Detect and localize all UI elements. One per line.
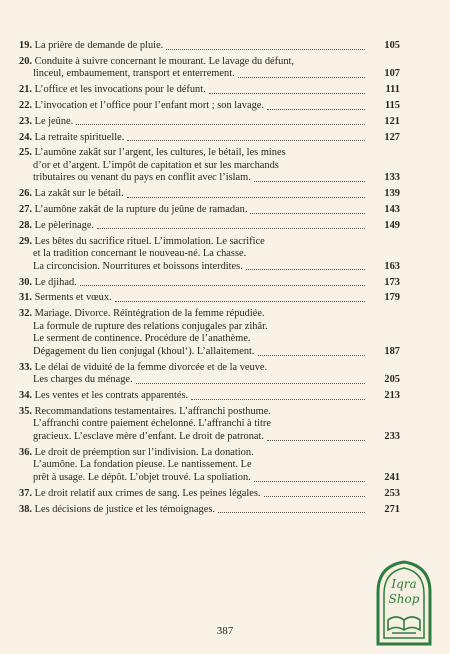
toc-entry-title: Les décisions de justice et les témoignages. xyxy=(34,503,215,515)
toc-leader-dots xyxy=(238,77,365,78)
toc-entry-page: 111 xyxy=(385,84,400,96)
toc-entry-page: 105 xyxy=(384,40,400,51)
toc-entry-line xyxy=(19,277,368,290)
toc-entry-line xyxy=(19,504,368,517)
badge-text-1: Iqra xyxy=(391,577,417,591)
toc-entry-line xyxy=(19,68,368,81)
toc-entry-title: d’or et d’argent. L’impôt de capitation et sur les marchands xyxy=(33,159,279,171)
toc-entry-number: 36. xyxy=(19,446,32,458)
toc-leader-dots xyxy=(127,197,365,198)
toc-entry-page: 205 xyxy=(384,374,400,386)
toc-entry-page: 187 xyxy=(384,345,400,357)
toc-entry-line xyxy=(19,472,368,485)
toc-entry-title: Les bêtes du sacrifice rituel. L’immolation. Le sacrifice xyxy=(34,235,265,247)
toc-entry xyxy=(19,147,400,185)
page-number: 387 xyxy=(216,625,234,637)
toc-entry-line xyxy=(19,172,368,185)
toc-entry-number: 25. xyxy=(19,147,32,159)
toc-entry-page: 213 xyxy=(384,390,400,402)
toc-entry-title: La zakât sur le bétail. xyxy=(34,188,124,200)
iqra-shop-logo xyxy=(372,558,436,646)
toc-entry xyxy=(19,292,400,305)
toc-leader-dots xyxy=(264,496,365,497)
toc-entry-line xyxy=(19,333,368,346)
toc-entry-line xyxy=(19,160,368,173)
toc-entry-title: Serments et vœux. xyxy=(34,292,112,304)
toc-entry-page: 121 xyxy=(384,115,400,127)
toc-entry-title: La retraite spirituelle. xyxy=(34,131,125,143)
toc-entry-title: Recommandations testamentaires. L’affranchi posthume. xyxy=(34,405,271,417)
toc-entry-title: L’aumône. La fondation pieuse. Le nantissement. Le xyxy=(33,459,252,471)
toc-entry-line xyxy=(19,459,368,472)
toc-entry-page: 133 xyxy=(384,172,400,184)
toc-entry-page: 139 xyxy=(384,188,400,200)
toc-entry-title: tributaires ou venant du pays en conflit avec l’islam. xyxy=(33,172,251,184)
toc-entry-number: 27. xyxy=(19,204,32,216)
toc-entry-line xyxy=(19,204,368,217)
toc-entry-page: 143 xyxy=(384,204,400,216)
toc-entry-number: 24. xyxy=(19,131,32,143)
toc-leader-dots xyxy=(254,181,365,182)
toc-entry-line xyxy=(19,362,368,375)
toc-entry-number: 37. xyxy=(19,487,32,499)
toc-leader-dots xyxy=(209,93,365,94)
toc-entry-title: Le pèlerinage. xyxy=(34,219,95,231)
toc-entry-number: 19. xyxy=(19,40,32,51)
toc-leader-dots xyxy=(76,124,365,125)
toc-entry-number: 28. xyxy=(19,219,32,231)
toc-entry-line xyxy=(19,56,368,69)
toc-entry xyxy=(19,116,400,129)
toc-entry xyxy=(19,277,400,290)
toc-entry-number: 33. xyxy=(19,361,32,373)
toc-entry-title: Conduite à suivre concernant le mourant. Le lavage du défunt, xyxy=(34,55,294,67)
toc-entry-title: L’aumône zakât de la rupture du jeûne de ramadan. xyxy=(34,204,248,216)
toc-entry-title: linceul, embaumement, transport et enterrement. xyxy=(33,68,235,80)
toc-entry-line xyxy=(19,488,368,501)
toc-entry-title: gracieux. L’esclave mère d’enfant. Le droit de patronat. xyxy=(33,431,264,443)
toc-entry xyxy=(19,56,400,81)
toc-entry-page: 233 xyxy=(384,431,400,443)
toc-leader-dots xyxy=(136,383,365,384)
toc-entry-line xyxy=(19,346,368,359)
badge-text-2: Shop xyxy=(388,592,420,606)
toc-leader-dots xyxy=(115,301,365,302)
toc-entry-line xyxy=(19,406,368,419)
toc-entry-number: 20. xyxy=(19,55,32,67)
toc-entry-number: 29. xyxy=(19,235,32,247)
toc-entry-line xyxy=(19,390,368,403)
toc-entry-line xyxy=(19,418,368,431)
toc-entry-number: 35. xyxy=(19,405,32,417)
toc-entry-line xyxy=(19,132,368,145)
table-of-contents xyxy=(19,40,400,519)
toc-leader-dots xyxy=(127,140,365,141)
toc-entry-title: L’office et les invocations pour le défunt. xyxy=(34,84,206,96)
toc-entry-title: Dégagement du lien conjugal (khoul‘). L’allaitement. xyxy=(33,345,255,357)
toc-leader-dots xyxy=(166,49,365,50)
toc-entry-page: 149 xyxy=(384,219,400,231)
toc-entry xyxy=(19,204,400,217)
toc-entry xyxy=(19,220,400,233)
toc-entry-number: 31. xyxy=(19,292,32,304)
toc-leader-dots xyxy=(258,355,365,356)
toc-entry-number: 34. xyxy=(19,390,32,402)
toc-entry xyxy=(19,447,400,485)
toc-entry-title: L’aumône zakât sur l’argent, les cultures, le bétail, les mines xyxy=(34,147,286,159)
toc-entry-title: L’invocation et l’office pour l’enfant mort ; son lavage. xyxy=(34,99,264,111)
toc-entry-page: 127 xyxy=(384,131,400,143)
toc-entry-line xyxy=(19,147,368,160)
toc-entry xyxy=(19,132,400,145)
toc-leader-dots xyxy=(254,481,365,482)
toc-entry-page: 173 xyxy=(384,276,400,288)
toc-entry xyxy=(19,236,400,274)
toc-entry-title: Le droit de préemption sur l’indivision. La donation. xyxy=(34,446,254,458)
toc-entry-line xyxy=(19,40,368,53)
toc-entry-number: 21. xyxy=(19,84,32,96)
toc-leader-dots xyxy=(246,269,365,270)
toc-entry xyxy=(19,308,400,358)
toc-entry xyxy=(19,84,400,97)
toc-entry-line xyxy=(19,188,368,201)
toc-entry-title: La formule de rupture des relations conjugales par zihâr. xyxy=(33,320,268,332)
toc-entry-page: 253 xyxy=(384,487,400,499)
toc-entry-number: 22. xyxy=(19,99,32,111)
toc-entry-line xyxy=(19,374,368,387)
toc-entry xyxy=(19,504,400,517)
toc-leader-dots xyxy=(191,399,365,400)
toc-entry-line xyxy=(19,261,368,274)
toc-entry-line xyxy=(19,116,368,129)
toc-entry-title: Le jeûne. xyxy=(34,115,74,127)
toc-entry-number: 30. xyxy=(19,276,32,288)
toc-entry xyxy=(19,406,400,444)
toc-entry-number: 32. xyxy=(19,308,32,320)
toc-entry-title: Le serment de continence. Procédure de l’anathème. xyxy=(33,333,251,345)
toc-entry-title: La circoncision. Nourritures et boissons interdites. xyxy=(33,260,243,272)
toc-entry-page: 179 xyxy=(384,292,400,304)
toc-entry-line xyxy=(19,248,368,261)
toc-leader-dots xyxy=(97,228,365,229)
toc-entry-title: La prière de demande de pluie. xyxy=(34,40,164,51)
toc-entry-number: 38. xyxy=(19,503,32,515)
toc-entry-title: Mariage. Divorce. Réintégration de la femme répudiée. xyxy=(34,308,265,320)
toc-entry-number: 26. xyxy=(19,188,32,200)
toc-entry-line xyxy=(19,100,368,113)
toc-entry xyxy=(19,100,400,113)
toc-entry-line xyxy=(19,321,368,334)
toc-entry-page: 107 xyxy=(384,68,400,80)
toc-entry-title: Les ventes et les contrats apparentés. xyxy=(34,390,189,402)
toc-leader-dots xyxy=(80,285,365,286)
toc-entry xyxy=(19,40,400,53)
toc-entry xyxy=(19,390,400,403)
toc-entry-title: Le djihad. xyxy=(34,276,77,288)
toc-entry-line xyxy=(19,308,368,321)
toc-entry-line xyxy=(19,220,368,233)
toc-leader-dots xyxy=(267,440,365,441)
toc-entry-line xyxy=(19,447,368,460)
toc-entry-title: L’affranchi contre paiement échelonné. L’affranchi à titre xyxy=(33,418,272,430)
toc-entry-title: Le délai de viduité de la femme divorcée et de la veuve. xyxy=(34,361,268,373)
toc-leader-dots xyxy=(250,213,365,214)
toc-entry-title: et la tradition concernant le nouveau-né. La chasse. xyxy=(33,248,247,260)
toc-entry-number: 23. xyxy=(19,115,32,127)
toc-entry-page: 271 xyxy=(384,503,400,515)
toc-entry xyxy=(19,188,400,201)
toc-entry-page: 163 xyxy=(384,260,400,272)
toc-entry-line xyxy=(19,431,368,444)
toc-entry-line xyxy=(19,292,368,305)
toc-entry-page: 241 xyxy=(384,472,400,483)
toc-entry-title: Le droit relatif aux crimes de sang. Les peines légales. xyxy=(34,487,261,499)
toc-leader-dots xyxy=(267,109,365,110)
toc-entry-title: Les charges du ménage. xyxy=(33,374,133,386)
toc-entry-line xyxy=(19,84,368,97)
toc-entry-line xyxy=(19,236,368,249)
toc-entry-page: 115 xyxy=(384,99,400,111)
toc-entry-title: prêt à usage. Le dépôt. L’objet trouvé. La spoliation. xyxy=(33,472,251,483)
toc-entry xyxy=(19,488,400,501)
toc-entry xyxy=(19,362,400,387)
toc-leader-dots xyxy=(218,512,365,513)
